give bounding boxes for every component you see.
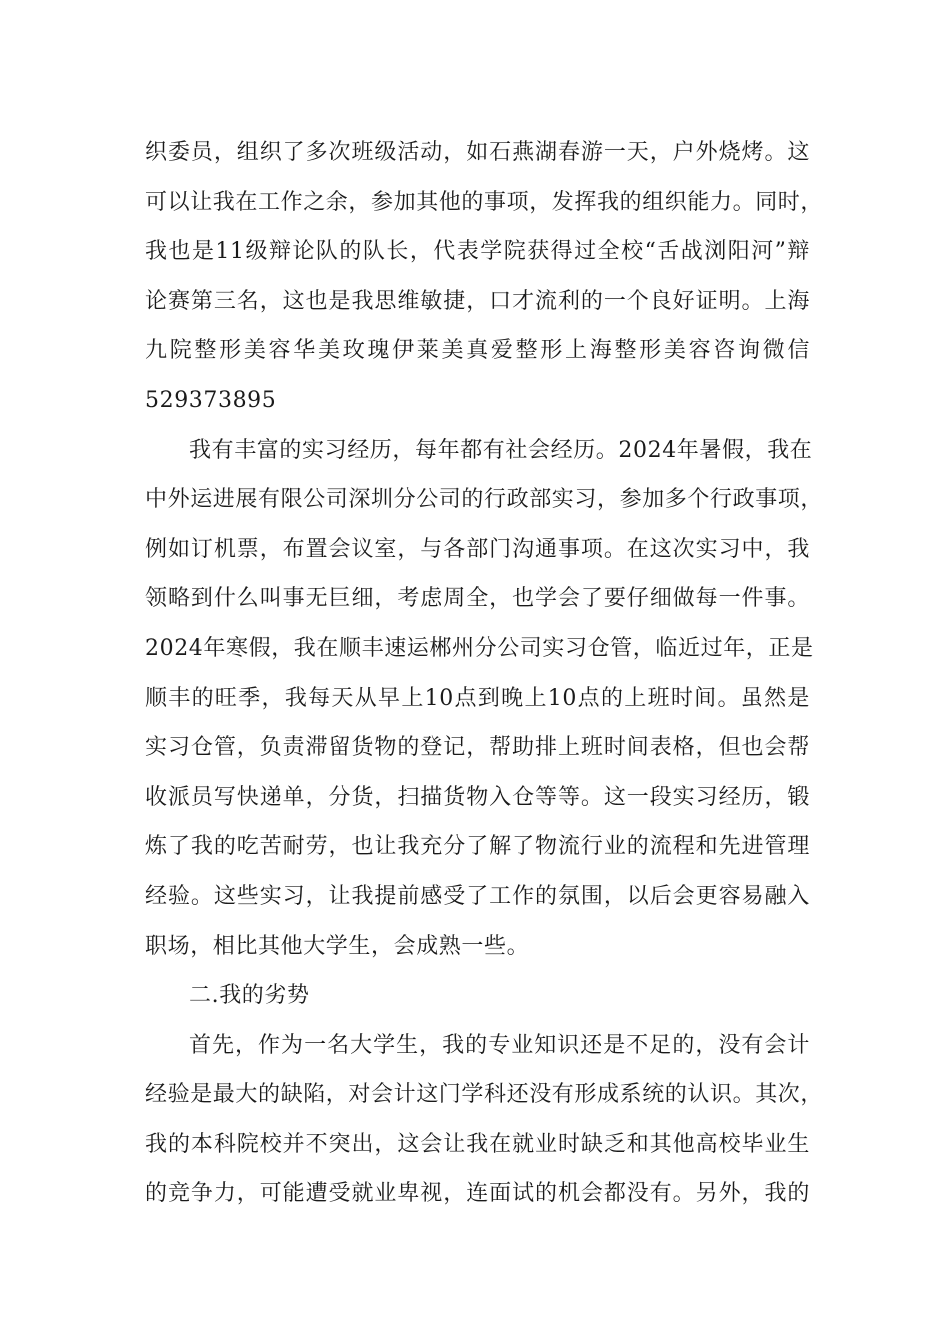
paragraph-2-line: 我有丰富的实习经历，每年都有社会经历。2024年暑假，我在 <box>189 437 813 463</box>
paragraph-3-line: 经验是最大的缺陷，对会计这门学科还没有形成系统的认识。其次， <box>145 1082 824 1108</box>
paragraph-2-line: 收派员写快递单，分货，扫描货物入仓等等。这一段实习经历，锻 <box>145 784 810 810</box>
paragraph-2-line: 顺丰的旺季，我每天从早上10点到晚上10点的上班时间。虽然是 <box>145 685 810 711</box>
document-body <box>145 128 824 1219</box>
paragraph-1-line: 529373895 <box>145 387 277 413</box>
paragraph-2-line: 中外运进展有限公司深圳分公司的行政部实习，参加多个行政事项， <box>145 487 824 513</box>
paragraph-2-line: 领略到什么叫事无巨细，考虑周全，也学会了要仔细做每一件事。 <box>145 586 810 612</box>
paragraph-2-line: 2024年寒假，我在顺丰速运郴州分公司实习仓管，临近过年，正是 <box>145 635 814 661</box>
paragraph-3-line: 首先，作为一名大学生，我的专业知识还是不足的，没有会计 <box>189 1032 810 1058</box>
paragraph-1-line: 我也是11级辩论队的队长，代表学院获得过全校“舌战浏阳河”辩 <box>145 239 810 265</box>
paragraph-3-line: 我的本科院校并不突出，这会让我在就业时缺乏和其他高校毕业生 <box>145 1131 810 1157</box>
section-heading: 二.我的劣势 <box>189 983 310 1009</box>
paragraph-1-line: 九院整形美容华美玫瑰伊莱美真爱整形上海整形美容咨询微信 <box>145 338 810 364</box>
paragraph-2-line: 职场，相比其他大学生，会成熟一些。 <box>145 933 530 959</box>
paragraph-3-line: 的竞争力，可能遭受就业卑视，连面试的机会都没有。另外，我的 <box>145 1181 810 1207</box>
paragraph-2-line: 经验。这些实习，让我提前感受了工作的氛围，以后会更容易融入 <box>145 883 810 909</box>
paragraph-1-line: 论赛第三名，这也是我思维敏捷，口才流利的一个良好证明。上海 <box>145 288 810 314</box>
paragraph-2-line: 例如订机票，布置会议室，与各部门沟通事项。在这次实习中，我 <box>145 536 810 562</box>
paragraph-2-line: 实习仓管，负责滞留货物的登记，帮助排上班时间表格，但也会帮 <box>145 735 810 761</box>
paragraph-2-line: 炼了我的吃苦耐劳，也让我充分了解了物流行业的流程和先进管理 <box>145 834 810 860</box>
paragraph-1-line: 织委员，组织了多次班级活动，如石燕湖春游一天，户外烧烤。这 <box>145 140 810 165</box>
paragraph-1-line: 可以让我在工作之余，参加其他的事项，发挥我的组织能力。同时， <box>145 189 824 215</box>
